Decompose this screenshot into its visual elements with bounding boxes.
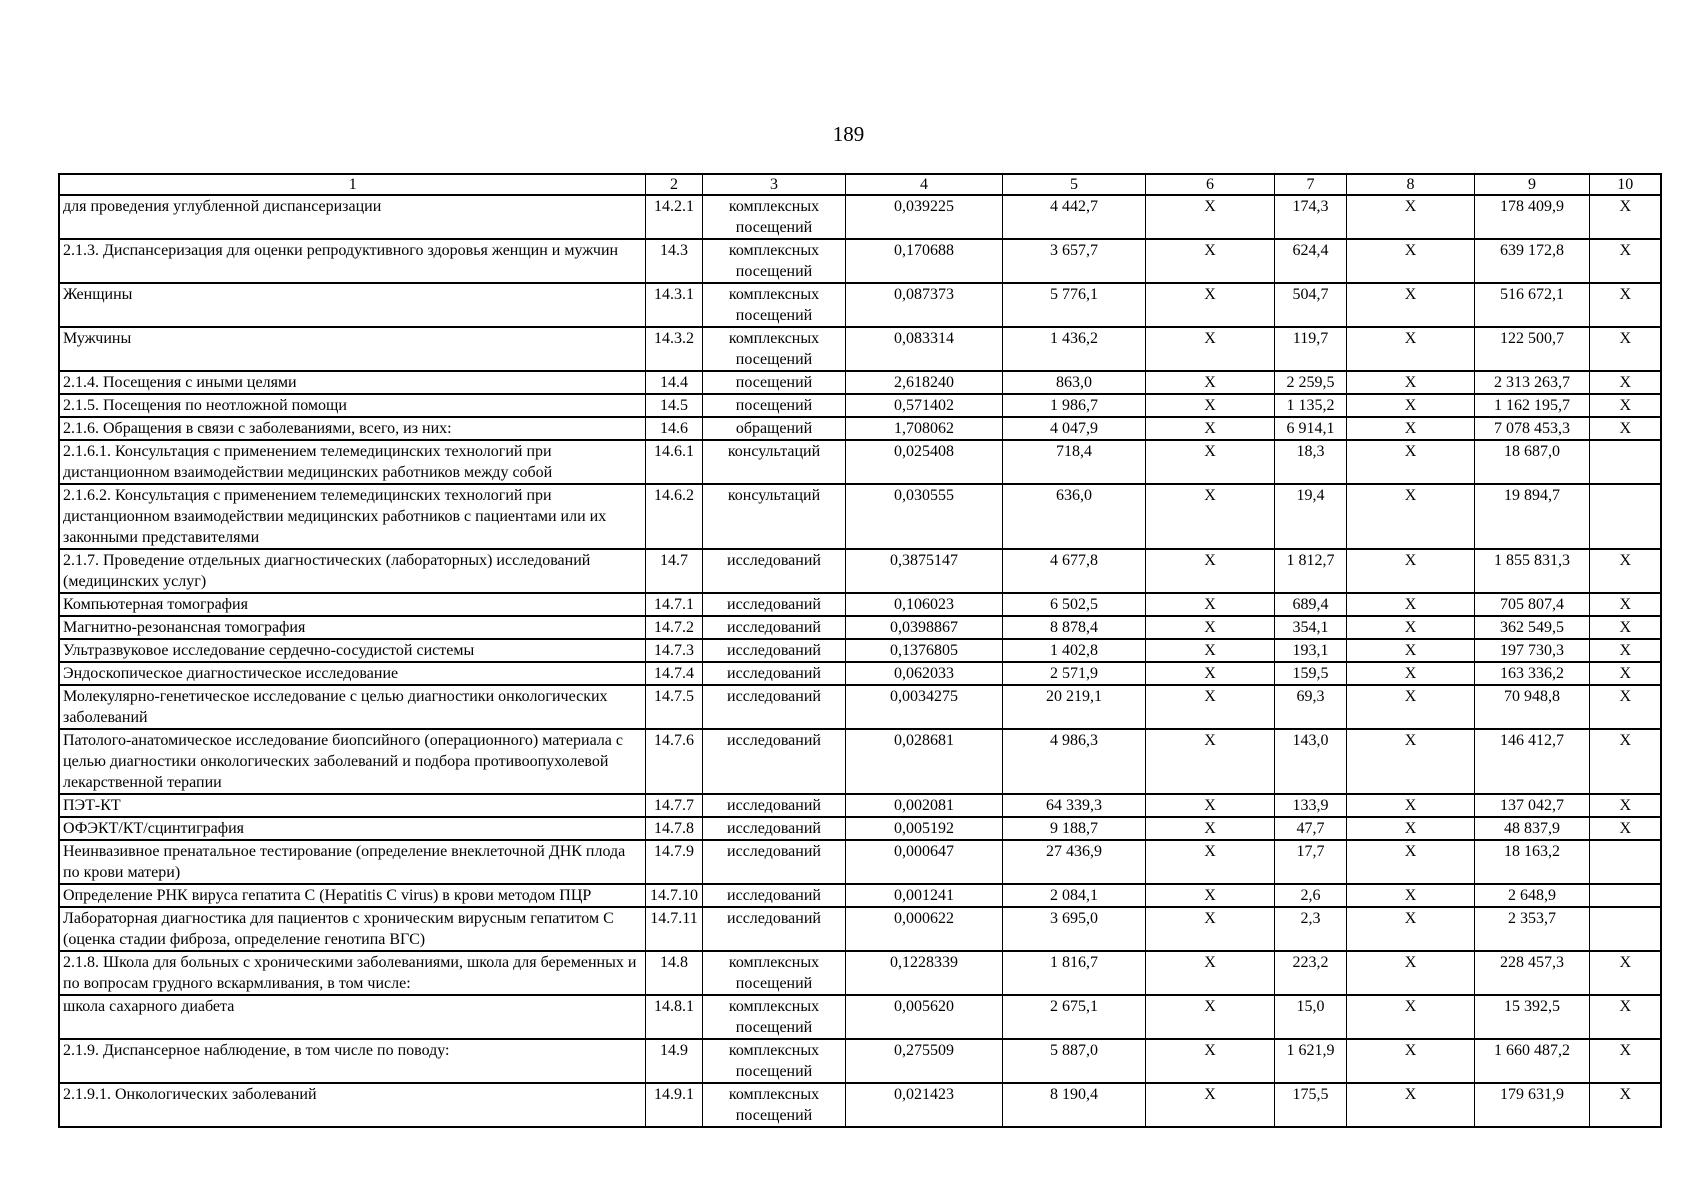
- col6-cell: X: [1145, 685, 1274, 729]
- table-row: [59, 817, 1661, 840]
- row-code-cell: 14.9: [645, 1039, 702, 1083]
- amount-cell: 197 730,3: [1474, 639, 1589, 662]
- column-number-1: 1: [59, 174, 645, 195]
- amount-cell: 178 409,9: [1474, 195, 1589, 239]
- col7-cell: 143,0: [1274, 729, 1346, 794]
- col8-cell: X: [1346, 1039, 1474, 1083]
- table-row: [59, 593, 1661, 616]
- unit-cell: исследований: [702, 817, 845, 840]
- col10-cell: X: [1589, 239, 1661, 283]
- rate-cell: 0,028681: [845, 729, 1002, 794]
- col6-cell: X: [1145, 371, 1274, 394]
- col6-cell: X: [1145, 327, 1274, 371]
- row-code-cell: 14.7.9: [645, 840, 702, 884]
- amount-cell: 2 648,9: [1474, 884, 1589, 907]
- col8-cell: X: [1346, 907, 1474, 951]
- col7-cell: 47,7: [1274, 817, 1346, 840]
- row-code-cell: 14.3: [645, 239, 702, 283]
- amount-cell: 70 948,8: [1474, 685, 1589, 729]
- row-code-cell: 14.3.1: [645, 283, 702, 327]
- row-label-cell: 2.1.9. Диспансерное наблюдение, в том числе по поводу:: [59, 1039, 645, 1083]
- row-label-cell: ПЭТ-КТ: [59, 794, 645, 817]
- row-code-cell: 14.6: [645, 417, 702, 440]
- col10-cell: X: [1589, 417, 1661, 440]
- col8-cell: X: [1346, 195, 1474, 239]
- row-label-cell: Ультразвуковое исследование сердечно-сосудистой системы: [59, 639, 645, 662]
- column-number-3: 3: [702, 174, 845, 195]
- col6-cell: X: [1145, 639, 1274, 662]
- cost-cell: 64 339,3: [1002, 794, 1145, 817]
- header-row: [59, 174, 1661, 195]
- col10-cell: X: [1589, 549, 1661, 593]
- amount-cell: 15 392,5: [1474, 995, 1589, 1039]
- cost-cell: 636,0: [1002, 484, 1145, 549]
- row-label-cell: 2.1.6. Обращения в связи с заболеваниями, всего, из них:: [59, 417, 645, 440]
- rate-cell: 0,087373: [845, 283, 1002, 327]
- table-row: [59, 417, 1661, 440]
- col8-cell: X: [1346, 995, 1474, 1039]
- column-number-9: 9: [1474, 174, 1589, 195]
- col7-cell: 1 621,9: [1274, 1039, 1346, 1083]
- col7-cell: 174,3: [1274, 195, 1346, 239]
- col8-cell: X: [1346, 616, 1474, 639]
- row-code-cell: 14.8.1: [645, 995, 702, 1039]
- col8-cell: X: [1346, 729, 1474, 794]
- row-label-cell: 2.1.6.1. Консультация с применением телемедицинских технологий при дистанционном взаимодействии медицинских работников между собой: [59, 440, 645, 484]
- col10-cell: [1589, 484, 1661, 549]
- cost-cell: 5 887,0: [1002, 1039, 1145, 1083]
- table-header-row: [59, 174, 1661, 195]
- col8-cell: X: [1346, 417, 1474, 440]
- rate-cell: 0,002081: [845, 794, 1002, 817]
- row-label-cell: школа сахарного диабета: [59, 995, 645, 1039]
- amount-cell: 2 353,7: [1474, 907, 1589, 951]
- amount-cell: 516 672,1: [1474, 283, 1589, 327]
- rate-cell: 0,0398867: [845, 616, 1002, 639]
- table-row: [59, 662, 1661, 685]
- col10-cell: X: [1589, 662, 1661, 685]
- table-row: [59, 195, 1661, 239]
- unit-cell: исследований: [702, 794, 845, 817]
- row-code-cell: 14.7.8: [645, 817, 702, 840]
- cost-cell: 4 047,9: [1002, 417, 1145, 440]
- cost-cell: 9 188,7: [1002, 817, 1145, 840]
- row-code-cell: 14.6.2: [645, 484, 702, 549]
- col10-cell: X: [1589, 995, 1661, 1039]
- col7-cell: 18,3: [1274, 440, 1346, 484]
- col8-cell: X: [1346, 283, 1474, 327]
- row-label-cell: Компьютерная томография: [59, 593, 645, 616]
- amount-cell: 639 172,8: [1474, 239, 1589, 283]
- rate-cell: 0,039225: [845, 195, 1002, 239]
- row-label-cell: 2.1.3. Диспансеризация для оценки репродуктивного здоровья женщин и мужчин: [59, 239, 645, 283]
- cost-cell: 2 571,9: [1002, 662, 1145, 685]
- col6-cell: X: [1145, 907, 1274, 951]
- col10-cell: X: [1589, 794, 1661, 817]
- amount-cell: 146 412,7: [1474, 729, 1589, 794]
- column-number-8: 8: [1346, 174, 1474, 195]
- unit-cell: комплексных посещений: [702, 951, 845, 995]
- col8-cell: X: [1346, 951, 1474, 995]
- col8-cell: X: [1346, 484, 1474, 549]
- col6-cell: X: [1145, 817, 1274, 840]
- cost-cell: 2 084,1: [1002, 884, 1145, 907]
- col7-cell: 119,7: [1274, 327, 1346, 371]
- col7-cell: 354,1: [1274, 616, 1346, 639]
- col10-cell: X: [1589, 951, 1661, 995]
- col7-cell: 133,9: [1274, 794, 1346, 817]
- rate-cell: 0,106023: [845, 593, 1002, 616]
- rate-cell: 0,275509: [845, 1039, 1002, 1083]
- rate-cell: 0,0034275: [845, 685, 1002, 729]
- unit-cell: исследований: [702, 840, 845, 884]
- col8-cell: X: [1346, 593, 1474, 616]
- unit-cell: посещений: [702, 371, 845, 394]
- col7-cell: 175,5: [1274, 1083, 1346, 1127]
- col8-cell: X: [1346, 639, 1474, 662]
- col6-cell: X: [1145, 794, 1274, 817]
- col8-cell: X: [1346, 794, 1474, 817]
- table-row: [59, 239, 1661, 283]
- table-row: [59, 283, 1661, 327]
- amount-cell: 163 336,2: [1474, 662, 1589, 685]
- cost-cell: 718,4: [1002, 440, 1145, 484]
- row-label-cell: Лабораторная диагностика для пациентов с хроническим вирусным гепатитом С (оценка стадии фиброза, определение генотипа ВГС): [59, 907, 645, 951]
- unit-cell: обращений: [702, 417, 845, 440]
- unit-cell: консультаций: [702, 484, 845, 549]
- row-code-cell: 14.7.5: [645, 685, 702, 729]
- col6-cell: X: [1145, 729, 1274, 794]
- col8-cell: X: [1346, 817, 1474, 840]
- col6-cell: X: [1145, 417, 1274, 440]
- col8-cell: X: [1346, 371, 1474, 394]
- row-code-cell: 14.7.6: [645, 729, 702, 794]
- col7-cell: 624,4: [1274, 239, 1346, 283]
- table-row: [59, 639, 1661, 662]
- table-row: [59, 884, 1661, 907]
- amount-cell: 1 660 487,2: [1474, 1039, 1589, 1083]
- col7-cell: 1 812,7: [1274, 549, 1346, 593]
- amount-cell: 137 042,7: [1474, 794, 1589, 817]
- col7-cell: 17,7: [1274, 840, 1346, 884]
- table-row: [59, 907, 1661, 951]
- column-number-5: 5: [1002, 174, 1145, 195]
- row-label-cell: для проведения углубленной диспансеризации: [59, 195, 645, 239]
- col7-cell: 2 259,5: [1274, 371, 1346, 394]
- rate-cell: 0,000622: [845, 907, 1002, 951]
- column-number-7: 7: [1274, 174, 1346, 195]
- column-number-4: 4: [845, 174, 1002, 195]
- table-row: [59, 951, 1661, 995]
- row-label-cell: 2.1.7. Проведение отдельных диагностических (лабораторных) исследований (медицинских услуг): [59, 549, 645, 593]
- rate-cell: 1,708062: [845, 417, 1002, 440]
- row-label-cell: 2.1.5. Посещения по неотложной помощи: [59, 394, 645, 417]
- col7-cell: 2,3: [1274, 907, 1346, 951]
- cost-cell: 2 675,1: [1002, 995, 1145, 1039]
- cost-cell: 1 986,7: [1002, 394, 1145, 417]
- col7-cell: 2,6: [1274, 884, 1346, 907]
- col6-cell: X: [1145, 1083, 1274, 1127]
- unit-cell: исследований: [702, 907, 845, 951]
- table-row: [59, 616, 1661, 639]
- table-row: [59, 371, 1661, 394]
- unit-cell: исследований: [702, 685, 845, 729]
- cost-cell: 3 695,0: [1002, 907, 1145, 951]
- amount-cell: 18 687,0: [1474, 440, 1589, 484]
- unit-cell: исследований: [702, 884, 845, 907]
- table-row: [59, 484, 1661, 549]
- col10-cell: X: [1589, 817, 1661, 840]
- col6-cell: X: [1145, 951, 1274, 995]
- unit-cell: посещений: [702, 394, 845, 417]
- rate-cell: 0,1376805: [845, 639, 1002, 662]
- amount-cell: 122 500,7: [1474, 327, 1589, 371]
- row-code-cell: 14.9.1: [645, 1083, 702, 1127]
- col6-cell: X: [1145, 995, 1274, 1039]
- col6-cell: X: [1145, 840, 1274, 884]
- unit-cell: комплексных посещений: [702, 195, 845, 239]
- data-table: [58, 173, 1662, 1128]
- column-number-6: 6: [1145, 174, 1274, 195]
- cost-cell: 4 986,3: [1002, 729, 1145, 794]
- col6-cell: X: [1145, 283, 1274, 327]
- rate-cell: 0,083314: [845, 327, 1002, 371]
- row-label-cell: Молекулярно-генетическое исследование с целью диагностики онкологических заболеваний: [59, 685, 645, 729]
- unit-cell: исследований: [702, 639, 845, 662]
- page-number: 189: [832, 122, 865, 146]
- row-code-cell: 14.8: [645, 951, 702, 995]
- row-label-cell: Мужчины: [59, 327, 645, 371]
- col7-cell: 15,0: [1274, 995, 1346, 1039]
- rate-cell: 0,170688: [845, 239, 1002, 283]
- row-code-cell: 14.7.2: [645, 616, 702, 639]
- col6-cell: X: [1145, 1039, 1274, 1083]
- row-label-cell: ОФЭКТ/КТ/сцинтиграфия: [59, 817, 645, 840]
- rate-cell: 0,571402: [845, 394, 1002, 417]
- col8-cell: X: [1346, 662, 1474, 685]
- table-row: [59, 1083, 1661, 1127]
- col10-cell: X: [1589, 195, 1661, 239]
- cost-cell: 1 402,8: [1002, 639, 1145, 662]
- unit-cell: исследований: [702, 593, 845, 616]
- row-code-cell: 14.7.10: [645, 884, 702, 907]
- amount-cell: 1 162 195,7: [1474, 394, 1589, 417]
- row-code-cell: 14.7.3: [645, 639, 702, 662]
- col6-cell: X: [1145, 195, 1274, 239]
- col8-cell: X: [1346, 440, 1474, 484]
- row-code-cell: 14.7: [645, 549, 702, 593]
- col10-cell: X: [1589, 729, 1661, 794]
- row-label-cell: 2.1.8. Школа для больных с хроническими заболеваниями, школа для беременных и по вопросам грудного вскармливания, в том числе:: [59, 951, 645, 995]
- unit-cell: исследований: [702, 662, 845, 685]
- col7-cell: 193,1: [1274, 639, 1346, 662]
- col8-cell: X: [1346, 1083, 1474, 1127]
- col8-cell: X: [1346, 394, 1474, 417]
- col10-cell: X: [1589, 616, 1661, 639]
- col10-cell: X: [1589, 639, 1661, 662]
- table-row: [59, 729, 1661, 794]
- col10-cell: X: [1589, 593, 1661, 616]
- rate-cell: 0,030555: [845, 484, 1002, 549]
- row-label-cell: Патолого-анатомическое исследование биопсийного (операционного) материала с целью диагностики онкологических заболеваний и подбора противоопухолевой лекарственной терапии: [59, 729, 645, 794]
- table-body: [59, 195, 1661, 1127]
- col8-cell: X: [1346, 239, 1474, 283]
- row-code-cell: 14.5: [645, 394, 702, 417]
- col8-cell: X: [1346, 327, 1474, 371]
- col10-cell: X: [1589, 394, 1661, 417]
- amount-cell: 705 807,4: [1474, 593, 1589, 616]
- cost-cell: 5 776,1: [1002, 283, 1145, 327]
- column-number-2: 2: [645, 174, 702, 195]
- table-row: [59, 794, 1661, 817]
- col6-cell: X: [1145, 394, 1274, 417]
- unit-cell: исследований: [702, 549, 845, 593]
- col8-cell: X: [1346, 884, 1474, 907]
- col6-cell: X: [1145, 484, 1274, 549]
- rate-cell: 0,005192: [845, 817, 1002, 840]
- col10-cell: X: [1589, 327, 1661, 371]
- col7-cell: 6 914,1: [1274, 417, 1346, 440]
- rate-cell: 0,021423: [845, 1083, 1002, 1127]
- cost-cell: 1 816,7: [1002, 951, 1145, 995]
- row-code-cell: 14.7.7: [645, 794, 702, 817]
- col10-cell: [1589, 884, 1661, 907]
- unit-cell: комплексных посещений: [702, 239, 845, 283]
- cost-cell: 4 442,7: [1002, 195, 1145, 239]
- row-code-cell: 14.6.1: [645, 440, 702, 484]
- row-code-cell: 14.2.1: [645, 195, 702, 239]
- row-code-cell: 14.4: [645, 371, 702, 394]
- col10-cell: [1589, 840, 1661, 884]
- row-label-cell: 2.1.4. Посещения с иными целями: [59, 371, 645, 394]
- rate-cell: 2,618240: [845, 371, 1002, 394]
- unit-cell: комплексных посещений: [702, 1083, 845, 1127]
- amount-cell: 179 631,9: [1474, 1083, 1589, 1127]
- column-number-10: 10: [1589, 174, 1661, 195]
- col7-cell: 223,2: [1274, 951, 1346, 995]
- unit-cell: исследований: [702, 616, 845, 639]
- unit-cell: комплексных посещений: [702, 283, 845, 327]
- table-row: [59, 685, 1661, 729]
- row-label-cell: Определение РНК вируса гепатита С (Hepatitis C virus) в крови методом ПЦР: [59, 884, 645, 907]
- col7-cell: 504,7: [1274, 283, 1346, 327]
- row-label-cell: Эндоскопическое диагностическое исследование: [59, 662, 645, 685]
- col6-cell: X: [1145, 239, 1274, 283]
- col7-cell: 19,4: [1274, 484, 1346, 549]
- cost-cell: 27 436,9: [1002, 840, 1145, 884]
- col6-cell: X: [1145, 549, 1274, 593]
- col7-cell: 69,3: [1274, 685, 1346, 729]
- row-code-cell: 14.7.4: [645, 662, 702, 685]
- table-row: [59, 394, 1661, 417]
- col7-cell: 159,5: [1274, 662, 1346, 685]
- table-row: [59, 327, 1661, 371]
- row-label-cell: Неинвазивное пренатальное тестирование (определение внеклеточной ДНК плода по крови матери): [59, 840, 645, 884]
- table-row: [59, 995, 1661, 1039]
- rate-cell: 0,000647: [845, 840, 1002, 884]
- cost-cell: 8 878,4: [1002, 616, 1145, 639]
- row-code-cell: 14.7.1: [645, 593, 702, 616]
- amount-cell: 2 313 263,7: [1474, 371, 1589, 394]
- col7-cell: 689,4: [1274, 593, 1346, 616]
- unit-cell: комплексных посещений: [702, 1039, 845, 1083]
- col8-cell: X: [1346, 685, 1474, 729]
- amount-cell: 19 894,7: [1474, 484, 1589, 549]
- col10-cell: X: [1589, 283, 1661, 327]
- row-label-cell: 2.1.6.2. Консультация с применением телемедицинских технологий при дистанционном взаимодействии медицинских работников с пациентами или их законными представителями: [59, 484, 645, 549]
- col6-cell: X: [1145, 884, 1274, 907]
- col10-cell: X: [1589, 1083, 1661, 1127]
- rate-cell: 0,025408: [845, 440, 1002, 484]
- col10-cell: X: [1589, 1039, 1661, 1083]
- table-row: [59, 1039, 1661, 1083]
- cost-cell: 863,0: [1002, 371, 1145, 394]
- row-label-cell: Женщины: [59, 283, 645, 327]
- unit-cell: исследований: [702, 729, 845, 794]
- rate-cell: 0,001241: [845, 884, 1002, 907]
- amount-cell: 228 457,3: [1474, 951, 1589, 995]
- col6-cell: X: [1145, 593, 1274, 616]
- amount-cell: 7 078 453,3: [1474, 417, 1589, 440]
- col6-cell: X: [1145, 440, 1274, 484]
- col6-cell: X: [1145, 662, 1274, 685]
- rate-cell: 0,062033: [845, 662, 1002, 685]
- amount-cell: 1 855 831,3: [1474, 549, 1589, 593]
- table-row: [59, 549, 1661, 593]
- amount-cell: 362 549,5: [1474, 616, 1589, 639]
- col8-cell: X: [1346, 840, 1474, 884]
- col10-cell: X: [1589, 371, 1661, 394]
- rate-cell: 0,005620: [845, 995, 1002, 1039]
- unit-cell: комплексных посещений: [702, 995, 845, 1039]
- row-code-cell: 14.7.11: [645, 907, 702, 951]
- col10-cell: [1589, 440, 1661, 484]
- col8-cell: X: [1346, 549, 1474, 593]
- table-row: [59, 440, 1661, 484]
- cost-cell: 4 677,8: [1002, 549, 1145, 593]
- cost-cell: 3 657,7: [1002, 239, 1145, 283]
- unit-cell: комплексных посещений: [702, 327, 845, 371]
- col10-cell: X: [1589, 685, 1661, 729]
- cost-cell: 6 502,5: [1002, 593, 1145, 616]
- row-code-cell: 14.3.2: [645, 327, 702, 371]
- row-label-cell: Магнитно-резонансная томография: [59, 616, 645, 639]
- rate-cell: 0,1228339: [845, 951, 1002, 995]
- cost-cell: 8 190,4: [1002, 1083, 1145, 1127]
- col7-cell: 1 135,2: [1274, 394, 1346, 417]
- cost-cell: 1 436,2: [1002, 327, 1145, 371]
- cost-cell: 20 219,1: [1002, 685, 1145, 729]
- rate-cell: 0,3875147: [845, 549, 1002, 593]
- row-label-cell: 2.1.9.1. Онкологических заболеваний: [59, 1083, 645, 1127]
- col6-cell: X: [1145, 616, 1274, 639]
- table-row: [59, 840, 1661, 884]
- unit-cell: консультаций: [702, 440, 845, 484]
- amount-cell: 48 837,9: [1474, 817, 1589, 840]
- col10-cell: [1589, 907, 1661, 951]
- amount-cell: 18 163,2: [1474, 840, 1589, 884]
